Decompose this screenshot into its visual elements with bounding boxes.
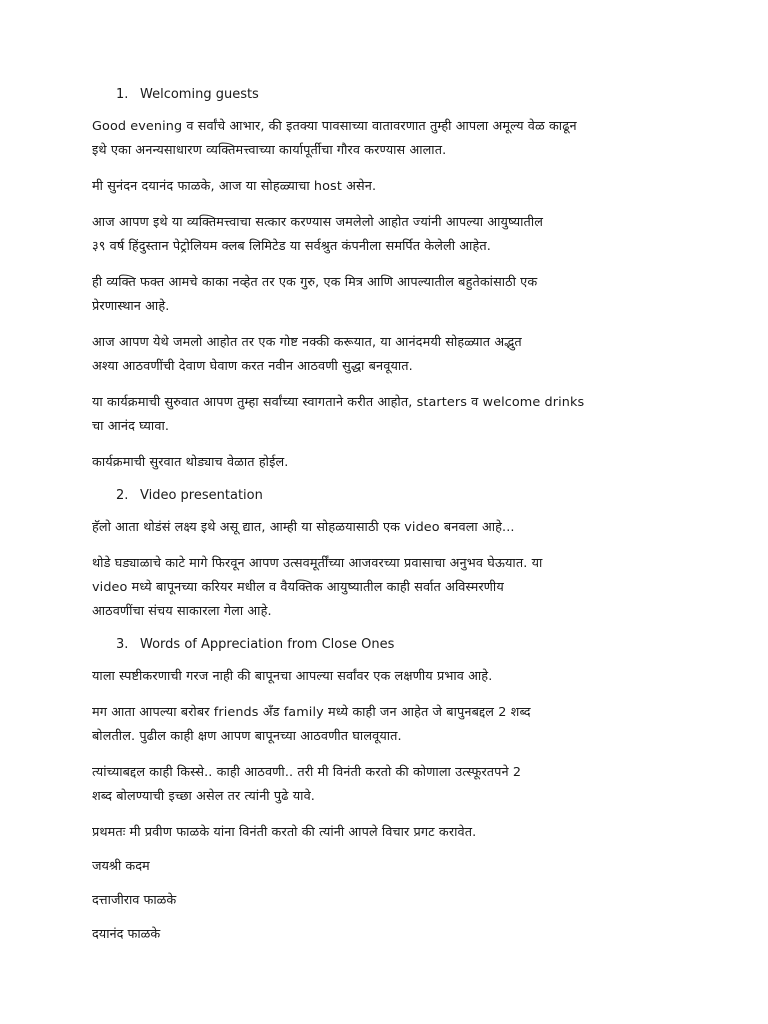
paragraph — [92, 175, 676, 199]
text-line: मी सुनंदन दयानंद फाळके, आज या सोहळ्याचा host असेन. — [92, 179, 377, 194]
text-line: आज आपण इथे या व्यक्तिमत्त्वाचा सत्कार करण्यास जमलेलो आहोत ज्यांनी आपल्या आयुष्यातील — [92, 215, 544, 230]
list-number: 1. — [116, 87, 129, 102]
paragraph — [92, 701, 676, 749]
text-line: याला स्पष्टीकरणाची गरज नाही की बापूनचा आपल्या सर्वांवर एक लक्षणीय प्रभाव आहे. — [92, 669, 493, 684]
paragraph — [92, 665, 676, 689]
text-line: थोडे घड्याळाचे काटे मागे फिरवून आपण उत्सवमूर्तींच्या आजवरच्या प्रवासाचा अनुभव घेऊयात. या — [92, 556, 543, 571]
paragraph — [92, 516, 676, 540]
heading-title: Video presentation — [140, 488, 263, 503]
list-number: 3. — [116, 637, 129, 652]
paragraph — [92, 451, 676, 475]
list-number: 2. — [116, 488, 129, 503]
text-line: आठवणींचा संचय साकारला गेला आहे. — [92, 604, 272, 619]
speaker-name: जयश्री कदम — [92, 859, 150, 874]
text-line: video मध्ये बापूनच्या करियर मधील व वैयक्तिक आयुष्यातील काही सर्वात अविस्मरणीय — [92, 580, 504, 595]
paragraph — [92, 211, 676, 259]
paragraph — [92, 271, 676, 319]
text-line: त्यांच्याबद्दल काही किस्से.. काही आठवणी.. तरी मी विनंती करतो की कोणाला उत्स्फूरतपने 2 — [92, 765, 522, 780]
paragraph — [92, 391, 676, 439]
text-line: प्रथमतः मी प्रवीण फाळके यांना विनंती करतो की त्यांनी आपले विचार प्रगट करावेत. — [92, 825, 477, 840]
speaker-name: दत्ताजीराव फाळके — [92, 893, 177, 908]
text-line: आज आपण येथे जमलो आहोत तर एक गोष्ट नक्की करूयात, या आनंदमयी सोहळ्यात अद्भुत — [92, 335, 522, 350]
section-heading-video-presentation — [92, 487, 676, 505]
text-line: Good evening व सर्वांचे आभार, की इतक्या पावसाच्या वातावरणात तुम्ही आपला अमूल्य वेळ काढून — [92, 119, 577, 134]
section-heading-words-of-appreciation — [92, 636, 676, 654]
section-heading-welcoming-guests — [92, 86, 676, 104]
text-line: शब्द बोलण्याची इच्छा असेल तर त्यांनी पुढे यावे. — [92, 789, 315, 804]
heading-title: Welcoming guests — [140, 87, 259, 102]
text-line: चा आनंद घ्यावा. — [92, 419, 170, 434]
speaker-name: दयानंद फाळके — [92, 927, 161, 942]
paragraph — [92, 821, 676, 845]
text-line: प्रेरणास्थान आहे. — [92, 299, 170, 314]
text-line: अश्या आठवणींची देवाण घेवाण करत नवीन आठवणी सुद्धा बनवूयात. — [92, 359, 413, 374]
text-line: मग आता आपल्या बरोबर friends अँड family मध्ये काही जन आहेत जे बापुनबद्दल 2 शब्द — [92, 705, 531, 720]
paragraph — [92, 115, 676, 163]
paragraph — [92, 761, 676, 809]
text-line: कार्यक्रमाची सुरवात थोड्याच वेळात होईल. — [92, 455, 289, 470]
text-line: इथे एका अनन्यसाधारण व्यक्तिमत्त्वाच्या कार्यापूर्तीचा गौरव करण्यास आलात. — [92, 143, 447, 158]
paragraph — [92, 331, 676, 379]
text-line: बोलतील. पुढील काही क्षण आपण बापूनच्या आठवणीत घालवूयात. — [92, 729, 402, 744]
heading-title: Words of Appreciation from Close Ones — [140, 637, 395, 652]
text-line: ३९ वर्ष हिंदुस्तान पेट्रोलियम क्लब लिमिटेड या सर्वश्रुत कंपनीला समर्पित केलेली आहेत. — [92, 239, 491, 254]
paragraph — [92, 552, 676, 624]
text-line: या कार्यक्रमाची सुरुवात आपण तुम्हा सर्वांच्या स्वागताने करीत आहोत, starters व welcome drinks — [92, 395, 585, 410]
text-line: हॅलो आता थोडंसं लक्ष्य इथे असू द्यात, आम्ही या सोहळयासाठी एक video बनवला आहे... — [92, 520, 515, 535]
text-line: ही व्यक्ति फक्त आमचे काका नव्हेत तर एक गुरु, एक मित्र आणि आपल्यातील बहुतेकांसाठी एक — [92, 275, 538, 290]
